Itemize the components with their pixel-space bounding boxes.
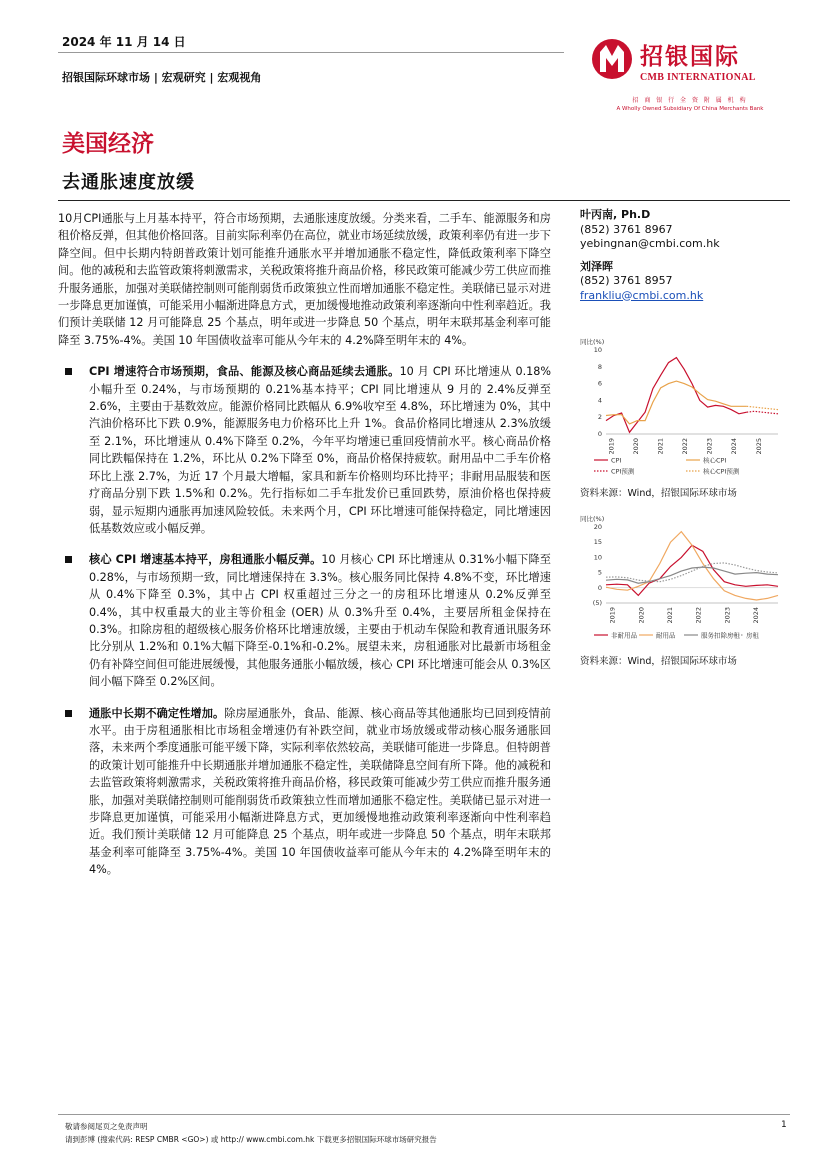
analyst-name: 叶丙南, Ph.D <box>580 208 651 221</box>
legend-label: 核心CPI <box>703 456 727 465</box>
x-tick-label: 2019 <box>608 607 617 624</box>
y-tick-label: 15 <box>593 538 602 547</box>
intro-paragraph: 10月CPI通胀与上月基本持平，符合市场预期，去通胀速度放缓。分类来看，二手车、能源服务和房租价格反弹，但其他价格回落。目前实际利率仍在高位，就业市场延续放缓，政策利率仍有进一步下降空间。但中长期内特朗普政策计划可能推升通胀水平并增加通胀不稳定性，降低政策利率下降空间。他的减税和去监管政策将刺激需求，关税政策将推升商品价格，移民政策可能减少劳工供应而推升服务通胀，加强对美联储控制则可能削弱货币政策独立性而增加通胀不稳定性。美联储已显示对进一步降息更加谨慎，可能采用小幅渐进降息方式，更加缓慢地推动政策利率逐渐向中性利率趋近。我们预计美联储 12 月可能降息 25 个基点，明年或进一步降息 50 个基点，明年末联邦基金利率可能降至 3.75%-4%。美国 10 年国债收益率可能从今年末的 4.2%降至明年末的 4%。 <box>58 212 551 347</box>
x-tick-label: 2023 <box>723 607 732 624</box>
x-tick-label: 2019 <box>607 438 616 455</box>
title-divider <box>58 200 790 201</box>
analyst-phone: (852) 3761 8967 <box>580 222 673 236</box>
y-tick-label: 8 <box>597 362 602 371</box>
analyst-panel <box>580 208 790 303</box>
header-divider <box>58 52 564 53</box>
report-category: 招银国际环球市场 | 宏观研究 | 宏观视角 <box>62 71 262 84</box>
y-tick-label: 10 <box>593 346 602 354</box>
chart-source: 资料来源：Wind，招银国际环球市场 <box>580 656 737 667</box>
bullet-text: 10 月核心 CPI 环比增速从 0.31%小幅下降至 0.28%，与市场预期一致，同比增速保持在 3.3%。核心服务同比保持 4.8%不变，环比增速从 0.4%下降至 0.3%，其中占 CPI 权重超过三分之一的房租环比增速从 0.2%反弹至 0.4%，其中权重最大的业主等价租金 (OER) 从 0.3%升至 0.4%，主要居所租金保持在 0.3%。扣除房租的超级核心服务价格环比增速放缓，主要由于机动车保险和教育通讯服务环比分别从 1.2%和 0.1%大幅下降至-0.1%和-0.2%。展望未来，房租通胀对比最新市场租金仍有补降空间但可能进展缓慢，其他服务通胀小幅放缓，核心 CPI 环比增速可能会从 0.3%区间小幅下降至 0.2%区间。 <box>89 553 551 689</box>
page-number: 1 <box>781 1120 787 1130</box>
x-tick-label: 2021 <box>665 607 674 624</box>
bullet-heading: 通胀中长期不确定性增加。 <box>89 706 225 720</box>
bullet-square <box>65 556 72 563</box>
series-line <box>747 406 778 409</box>
x-tick-label: 2024 <box>730 438 739 455</box>
report-body <box>58 210 551 893</box>
x-tick-label: 2020 <box>637 607 646 624</box>
legend-label: CPI <box>611 456 622 465</box>
legend-label: 核心CPI预测 <box>703 467 740 476</box>
x-tick-label: 2023 <box>705 438 714 455</box>
x-tick-label: 2021 <box>656 438 665 455</box>
legend-label: 耐用品 <box>656 631 676 640</box>
x-tick-label: 2022 <box>681 438 690 455</box>
y-tick-label: 0 <box>597 430 602 438</box>
y-axis-label: 同比(%) <box>580 515 605 523</box>
y-tick-label: 4 <box>597 396 602 405</box>
x-tick-label: 2022 <box>694 607 703 624</box>
analyst-2 <box>580 260 790 304</box>
series-line <box>747 411 778 414</box>
logo-english: CMB INTERNATIONAL <box>640 72 756 83</box>
bullet-cpi <box>58 363 551 537</box>
cpi-components-chart <box>578 515 792 645</box>
y-axis-label: 同比(%) <box>580 338 605 346</box>
report-date: 2024 年 11 月 14 日 <box>62 35 186 49</box>
y-tick-label: 2 <box>597 413 602 422</box>
analyst-phone: (852) 3761 8957 <box>580 274 673 287</box>
y-tick-label: (5) <box>592 599 602 607</box>
x-tick-label: 2020 <box>631 438 640 455</box>
y-tick-label: 20 <box>593 523 602 531</box>
logo-chinese: 招银国际 <box>640 44 740 70</box>
legend-label: CPI预测 <box>611 467 635 476</box>
x-tick-label: 2025 <box>754 438 763 455</box>
logo-tagline-cn: 招 商 银 行 全 资 附 属 机 构 <box>632 97 748 104</box>
bullet-square <box>65 710 72 717</box>
x-tick-label: 2024 <box>751 607 760 624</box>
series-line <box>606 381 747 424</box>
footer-divider <box>58 1114 790 1115</box>
download-note: 请到彭博 (搜索代码: RESP CMBR <GO>) 或 http:// www.cmbi.com.hk 下载更多招银国际环球市场研究报告 <box>65 1135 437 1144</box>
bullet-text: 除房屋通胀外，食品、能源、核心商品等其他通胀均已回到疫情前水平。由于房租通胀相比市场租金增速仍有补跌空间，就业市场放缓或带动核心服务通胀回落，未来两个季度通胀可能平缓下降，实际利率依然较高，美联储可能进一步降息。但特朗普的政策计划可能推升中长期通胀并增加通胀不稳定性，美联储降息空间有所下降。他的减税和去监管政策将刺激需求，关税政策将推升商品价格，移民政策可能减少劳工供应而推升服务通胀，加强对美联储控制则可能削弱货币政策独立性而增加通胀不稳定性。美联储已显示对进一步降息更加谨慎，可能采用小幅渐进降息方式，更加缓慢地推动政策利率逐渐向中性利率趋近。我们预计美联储 12 月可能降息 25 个基点，明年或进一步降息 50 个基点，明年末联邦基金利率可能降至 3.75%-4%。美国 10 年国债收益率可能从今年末的 4.2%降至明年末的 4%。 <box>89 706 551 877</box>
legend-label: 房租 <box>746 631 759 640</box>
analyst-name: 刘泽晖 <box>580 259 613 273</box>
y-tick-label: 5 <box>597 568 602 577</box>
bullet-heading: CPI 增速符合市场预期，食品、能源及核心商品延续去通胀。 <box>89 365 400 379</box>
bullet-text: 10 月 CPI 环比增速从 0.18%小幅升至 0.24%，与市场预期的 0.21%基本持平；CPI 同比增速从 9 月的 2.4%反弹至 2.6%，主要由于基数效应。能源价格同比跌幅从 6.9%收窄至 4.8%，环比增速为 0%，其中汽油价格环比下跌 0.9%，能源服务电力价格环比上升 1%。食品价格同比增速从 2.3%放缓至 2.1%，环比增速从 0.4%下降至 0.2%，今年平均增速已重回疫情前水平。核心商品价格同比跌幅保持在 1.2%，环比从 0.2%下降至 0%，商品价格保持疲软。耐用品中二手车价格环比上涨 2.7%，为近 17 个月最大增幅，家具和新车价格则均环比持平；非耐用品服装和医疗商品分别下跌 1.5%和 0.2%。先行指标如二手车批发价已重回跌势，原油价格也保持疲弱，显示短期内通胀再加速风险较低。未来两个月，CPI 环比增速可能保持稳定，同比增速因低基数效应或小幅反弹。 <box>89 365 552 535</box>
analyst-email-link[interactable]: frankliu@cmbi.com.hk <box>580 288 704 302</box>
analyst-email[interactable]: yebingnan@cmbi.com.hk <box>580 237 720 250</box>
y-tick-label: 10 <box>593 553 602 562</box>
analyst-1 <box>580 208 790 252</box>
section-title: 美国经济 <box>62 130 154 157</box>
legend-label: 服务扣除房租 <box>701 631 740 640</box>
cmbi-emblem-icon <box>590 34 634 88</box>
bullet-heading: 核心 CPI 增速基本持平，房租通胀小幅反弹。 <box>89 553 322 567</box>
logo-tagline-en: A Wholly Owned Subsidiary Of China Merchants Bank <box>616 106 764 112</box>
chart-source: 资料来源：Wind，招银国际环球市场 <box>580 488 737 499</box>
report-title: 去通胀速度放缓 <box>62 172 195 193</box>
disclaimer-note: 敬请参阅尾页之免责声明 <box>65 1122 148 1131</box>
y-tick-label: 6 <box>597 379 602 388</box>
y-tick-label: 0 <box>597 583 602 592</box>
cpi-forecast-chart <box>578 338 792 478</box>
cmbi-logo <box>590 34 790 124</box>
legend-label: 非耐用品 <box>611 631 637 640</box>
bullet-square <box>65 368 72 375</box>
bullet-uncertainty <box>58 705 551 879</box>
bullet-core-cpi <box>58 551 551 690</box>
